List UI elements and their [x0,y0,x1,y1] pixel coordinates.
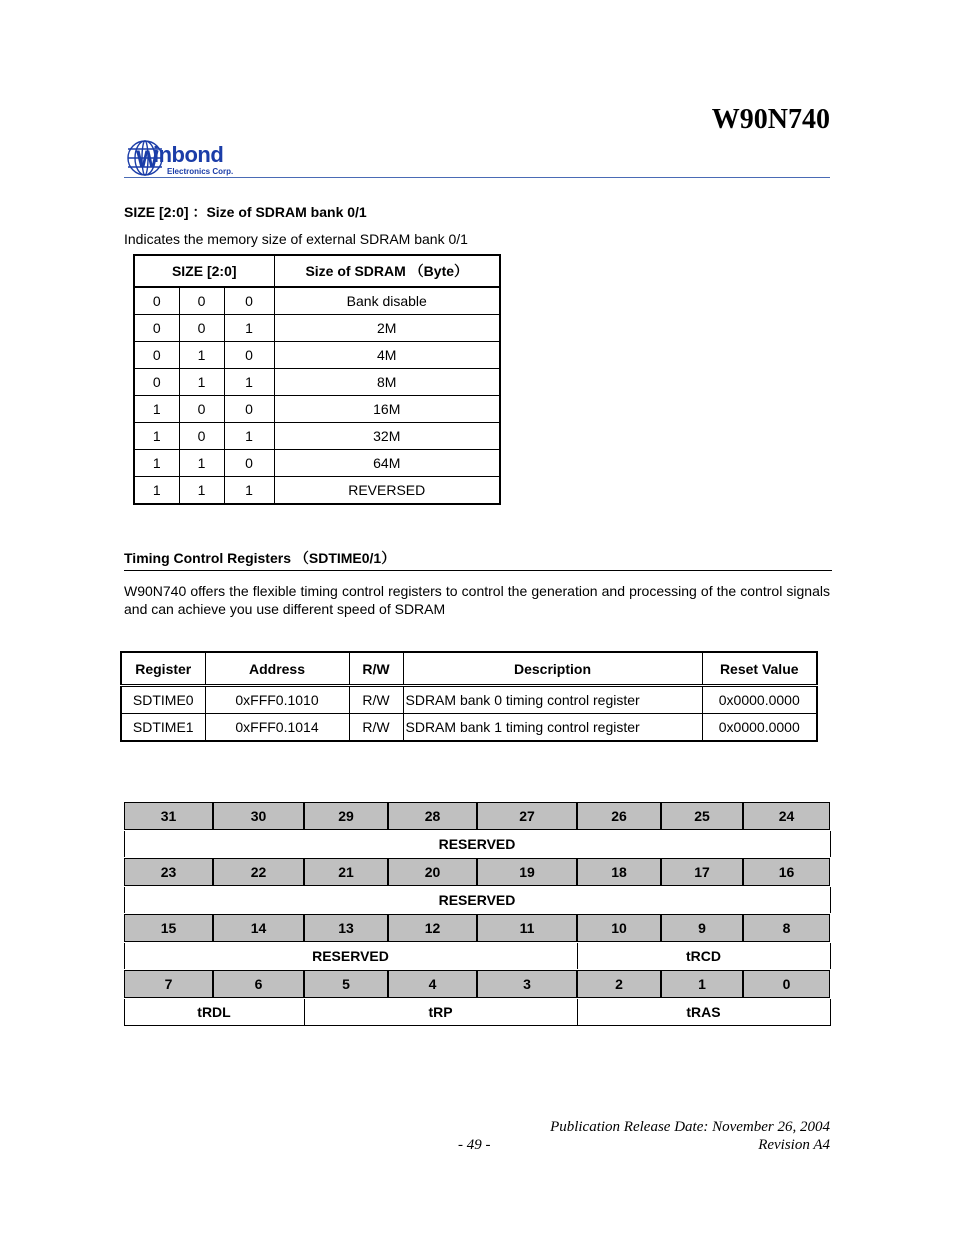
field-row [124,942,830,970]
size-bit-cell: 0 [224,396,274,423]
field-trcd: tRCD [577,942,830,970]
bit-number: 28 [388,802,477,830]
field-row [124,830,830,858]
size-bit-cell: 1 [224,315,274,342]
size-bit-cell: 0 [179,423,224,450]
svg-text:W: W [136,146,159,173]
bit-number: 19 [477,858,577,886]
revision: Revision A4 [758,1137,830,1153]
register-reset: 0x0000.0000 [702,686,817,714]
size-bit-cell: 0 [134,315,179,342]
col-reset-value: Reset Value [702,652,817,686]
document-title: W90N740 [711,104,830,135]
timing-registers-title: Timing Control Registers （SDTIME0/1） [124,550,396,566]
table-row [134,396,500,423]
size-bit-cell: 1 [134,450,179,477]
register-name: SDTIME0 [121,686,205,714]
register-reset: 0x0000.0000 [702,714,817,742]
register-table [120,651,818,742]
bit-number: 27 [477,802,577,830]
field-tras: tRAS [577,998,830,1026]
bytes-header: Size of SDRAM （Byte） [274,255,500,287]
size-value-cell: 8M [274,369,500,396]
field-reserved: RESERVED [124,942,577,970]
bit-number: 4 [388,970,477,998]
table-row [121,714,817,742]
field-trp: tRP [304,998,577,1026]
bit-number: 8 [743,914,830,942]
page-number: - 49 - [458,1137,491,1153]
bit-number: 5 [304,970,388,998]
field-row [124,886,830,914]
size-value-cell: 2M [274,315,500,342]
register-address: 0xFFF0.1010 [205,686,349,714]
bit-number: 10 [577,914,661,942]
sdram-size-table [133,254,501,505]
bit-number: 23 [124,858,213,886]
bit-number: 12 [388,914,477,942]
size-bit-cell: 0 [224,342,274,369]
size-header: SIZE [2:0] [134,255,274,287]
field-reserved: RESERVED [124,886,830,914]
bit-number: 6 [213,970,304,998]
table-row [134,369,500,396]
bit-number: 13 [304,914,388,942]
size-field-title: SIZE [2:0] ：Size of SDRAM bank 0/1 [124,204,367,220]
size-bit-cell: 0 [179,396,224,423]
bit-number: 1 [661,970,743,998]
bit-number-row [124,858,830,886]
register-description: SDRAM bank 1 timing control register [403,714,702,742]
size-bit-cell: 1 [134,423,179,450]
register-rw: R/W [349,714,403,742]
size-bit-cell: 0 [134,342,179,369]
bit-number: 17 [661,858,743,886]
field-trdl: tRDL [124,998,304,1026]
field-reserved: RESERVED [124,830,830,858]
size-value-cell: REVERSED [274,477,500,505]
bit-number: 14 [213,914,304,942]
register-rw: R/W [349,686,403,714]
table-row [134,450,500,477]
bit-number: 25 [661,802,743,830]
size-value-cell: 64M [274,450,500,477]
table-row [134,315,500,342]
table-row [134,287,500,315]
size-value-cell: 16M [274,396,500,423]
size-bit-cell: 0 [179,315,224,342]
size-bit-cell: 0 [224,450,274,477]
size-field-description: Indicates the memory size of external SDRAM bank 0/1 [124,231,468,247]
size-bit-cell: 1 [224,423,274,450]
bit-number: 24 [743,802,830,830]
bit-number: 11 [477,914,577,942]
size-bit-cell: 1 [224,477,274,505]
header-divider [124,177,830,178]
bit-number: 29 [304,802,388,830]
size-bit-cell: 1 [134,396,179,423]
size-value-cell: 32M [274,423,500,450]
size-bit-cell: 1 [179,477,224,505]
size-bit-cell: 1 [179,450,224,477]
size-bit-cell: 1 [179,342,224,369]
table-row [134,423,500,450]
table-row [121,686,817,714]
bit-number: 20 [388,858,477,886]
size-bit-cell: 0 [179,287,224,315]
size-bit-cell: 0 [134,369,179,396]
bit-number: 21 [304,858,388,886]
bit-number: 3 [477,970,577,998]
size-bit-cell: 1 [224,369,274,396]
size-value-cell: 4M [274,342,500,369]
publication-date: Publication Release Date: November 26, 2004 [550,1119,830,1135]
size-bit-cell: 1 [134,477,179,505]
bit-field-table [123,801,831,1026]
col-description: Description [403,652,702,686]
bit-number: 18 [577,858,661,886]
size-value-cell: Bank disable [274,287,500,315]
table-row [134,342,500,369]
table-row [134,477,500,505]
bit-number: 30 [213,802,304,830]
bit-number: 15 [124,914,213,942]
bit-number-row [124,914,830,942]
section-divider [124,570,832,571]
bit-number: 7 [124,970,213,998]
register-description: SDRAM bank 0 timing control register [403,686,702,714]
bit-number: 9 [661,914,743,942]
size-bit-cell: 0 [134,287,179,315]
bit-number-row [124,970,830,998]
register-name: SDTIME1 [121,714,205,742]
size-bit-cell: 0 [224,287,274,315]
timing-registers-description: W90N740 offers the flexible timing control registers to control the generation and processing of the control signals and can achieve you use different speed of SDRAM [124,583,830,617]
bit-number: 26 [577,802,661,830]
logo-wordmark: inbond [153,142,224,167]
col-rw: R/W [349,652,403,686]
bit-number: 0 [743,970,830,998]
bit-number: 31 [124,802,213,830]
size-bit-cell: 1 [179,369,224,396]
logo-subtitle: Electronics Corp. [167,167,234,176]
register-address: 0xFFF0.1014 [205,714,349,742]
bit-number: 22 [213,858,304,886]
col-address: Address [205,652,349,686]
bit-number-row [124,802,830,830]
field-row [124,998,830,1026]
col-register: Register [121,652,205,686]
bit-number: 2 [577,970,661,998]
bit-number: 16 [743,858,830,886]
